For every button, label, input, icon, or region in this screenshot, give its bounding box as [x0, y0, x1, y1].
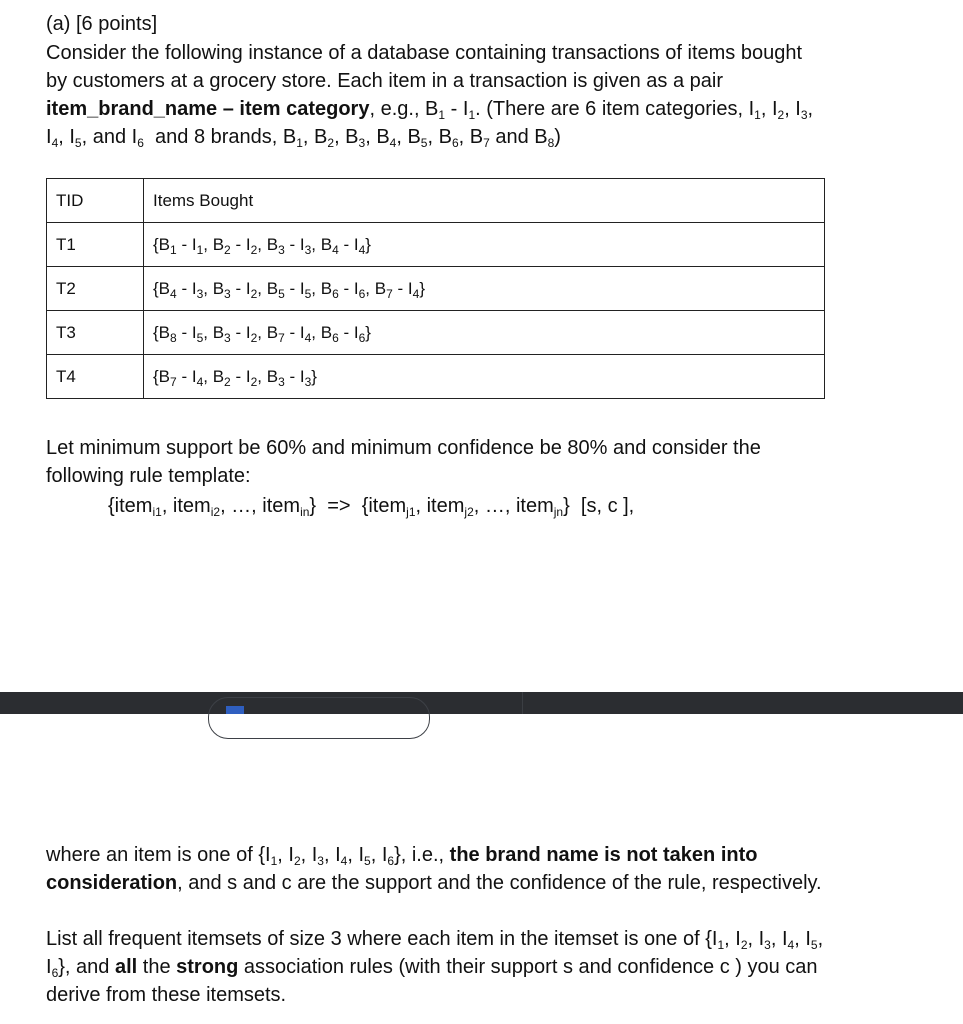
row-items: {$B_1 - I_1$, $B_2 - I_2$, $B_3 - I_3$, $B_4 - I_4$}: [144, 223, 825, 267]
row-items: {$B_7 - I_4$, $B_2 - I_2$, $B_3 - I_3$}: [144, 355, 825, 399]
row-items: {$B_8 - I_5$, $B_3 - I_2$, $B_7 - I_4$, $B_6 - I_6$}: [144, 311, 825, 355]
table-row: [47, 355, 825, 399]
row-tid: T2: [47, 267, 144, 311]
table-header-row: [47, 179, 825, 223]
table-row: [47, 267, 825, 311]
transactions-table: [46, 178, 825, 399]
row-items: {$B_4 - I_3$, $B_3 - I_2$, $B_5 - I_5$, $B_6 - I_6$, $B_7 - I_4$}: [144, 267, 825, 311]
overlay-toolbar-strip: [0, 692, 963, 714]
table-row: [47, 311, 825, 355]
column-header-items: Items Bought: [144, 179, 825, 223]
support-paragraph: Let minimum support be 60% and minimum confidence be 80% and consider the following rule template:: [46, 437, 761, 487]
overlay-divider: [522, 692, 523, 714]
rule-template: {item$_{i1}$, item$_{i2}$, …, item$_{in}$} => {item$_{j1}$, item$_{j2}$, …, item$_{jn}$} [s, c ],: [108, 495, 635, 519]
row-tid: T3: [47, 311, 144, 355]
row-tid: T4: [47, 355, 144, 399]
table-row: [47, 223, 825, 267]
intro-paragraph: Consider the following instance of a database containing transactions of items bought by customers at a grocery store. Each item in a transaction is given as a pair item_brand_name – item category, e.g., $B_1 - I_1$. (There are 6 item categories, $I_1$, $I_2$, $I_3$, $I_4$, $I_5$, and $I_6$ and 8 brands, $B_1$, $B_2$, $B_3$, $B_4$, $B_5$, $B_6$, $B_7$ and $B_8$): [46, 42, 814, 150]
column-header-tid: TID: [47, 179, 144, 223]
task-paragraph: List all frequent itemsets of size 3 where each item in the itemset is one of {$I_1$, $I_2$, $I_3$, $I_4$, $I_5$, $I_6$}, and all the strong association rules (with their support s and confidence c ) you can derive from these itemsets.: [46, 928, 824, 1006]
question-header: (a) [6 points]: [46, 13, 158, 35]
row-tid: T1: [47, 223, 144, 267]
overlay-blue-icon: [226, 706, 244, 714]
item-definition-paragraph: where an item is one of {$I_1$, $I_2$, $I_3$, $I_4$, $I_5$, $I_6$}, i.e., the brand name is not taken into consideration, and s and c are the support and the confidence of the rule, respectively.: [46, 844, 822, 894]
overlay-pill-shape: [208, 697, 430, 739]
